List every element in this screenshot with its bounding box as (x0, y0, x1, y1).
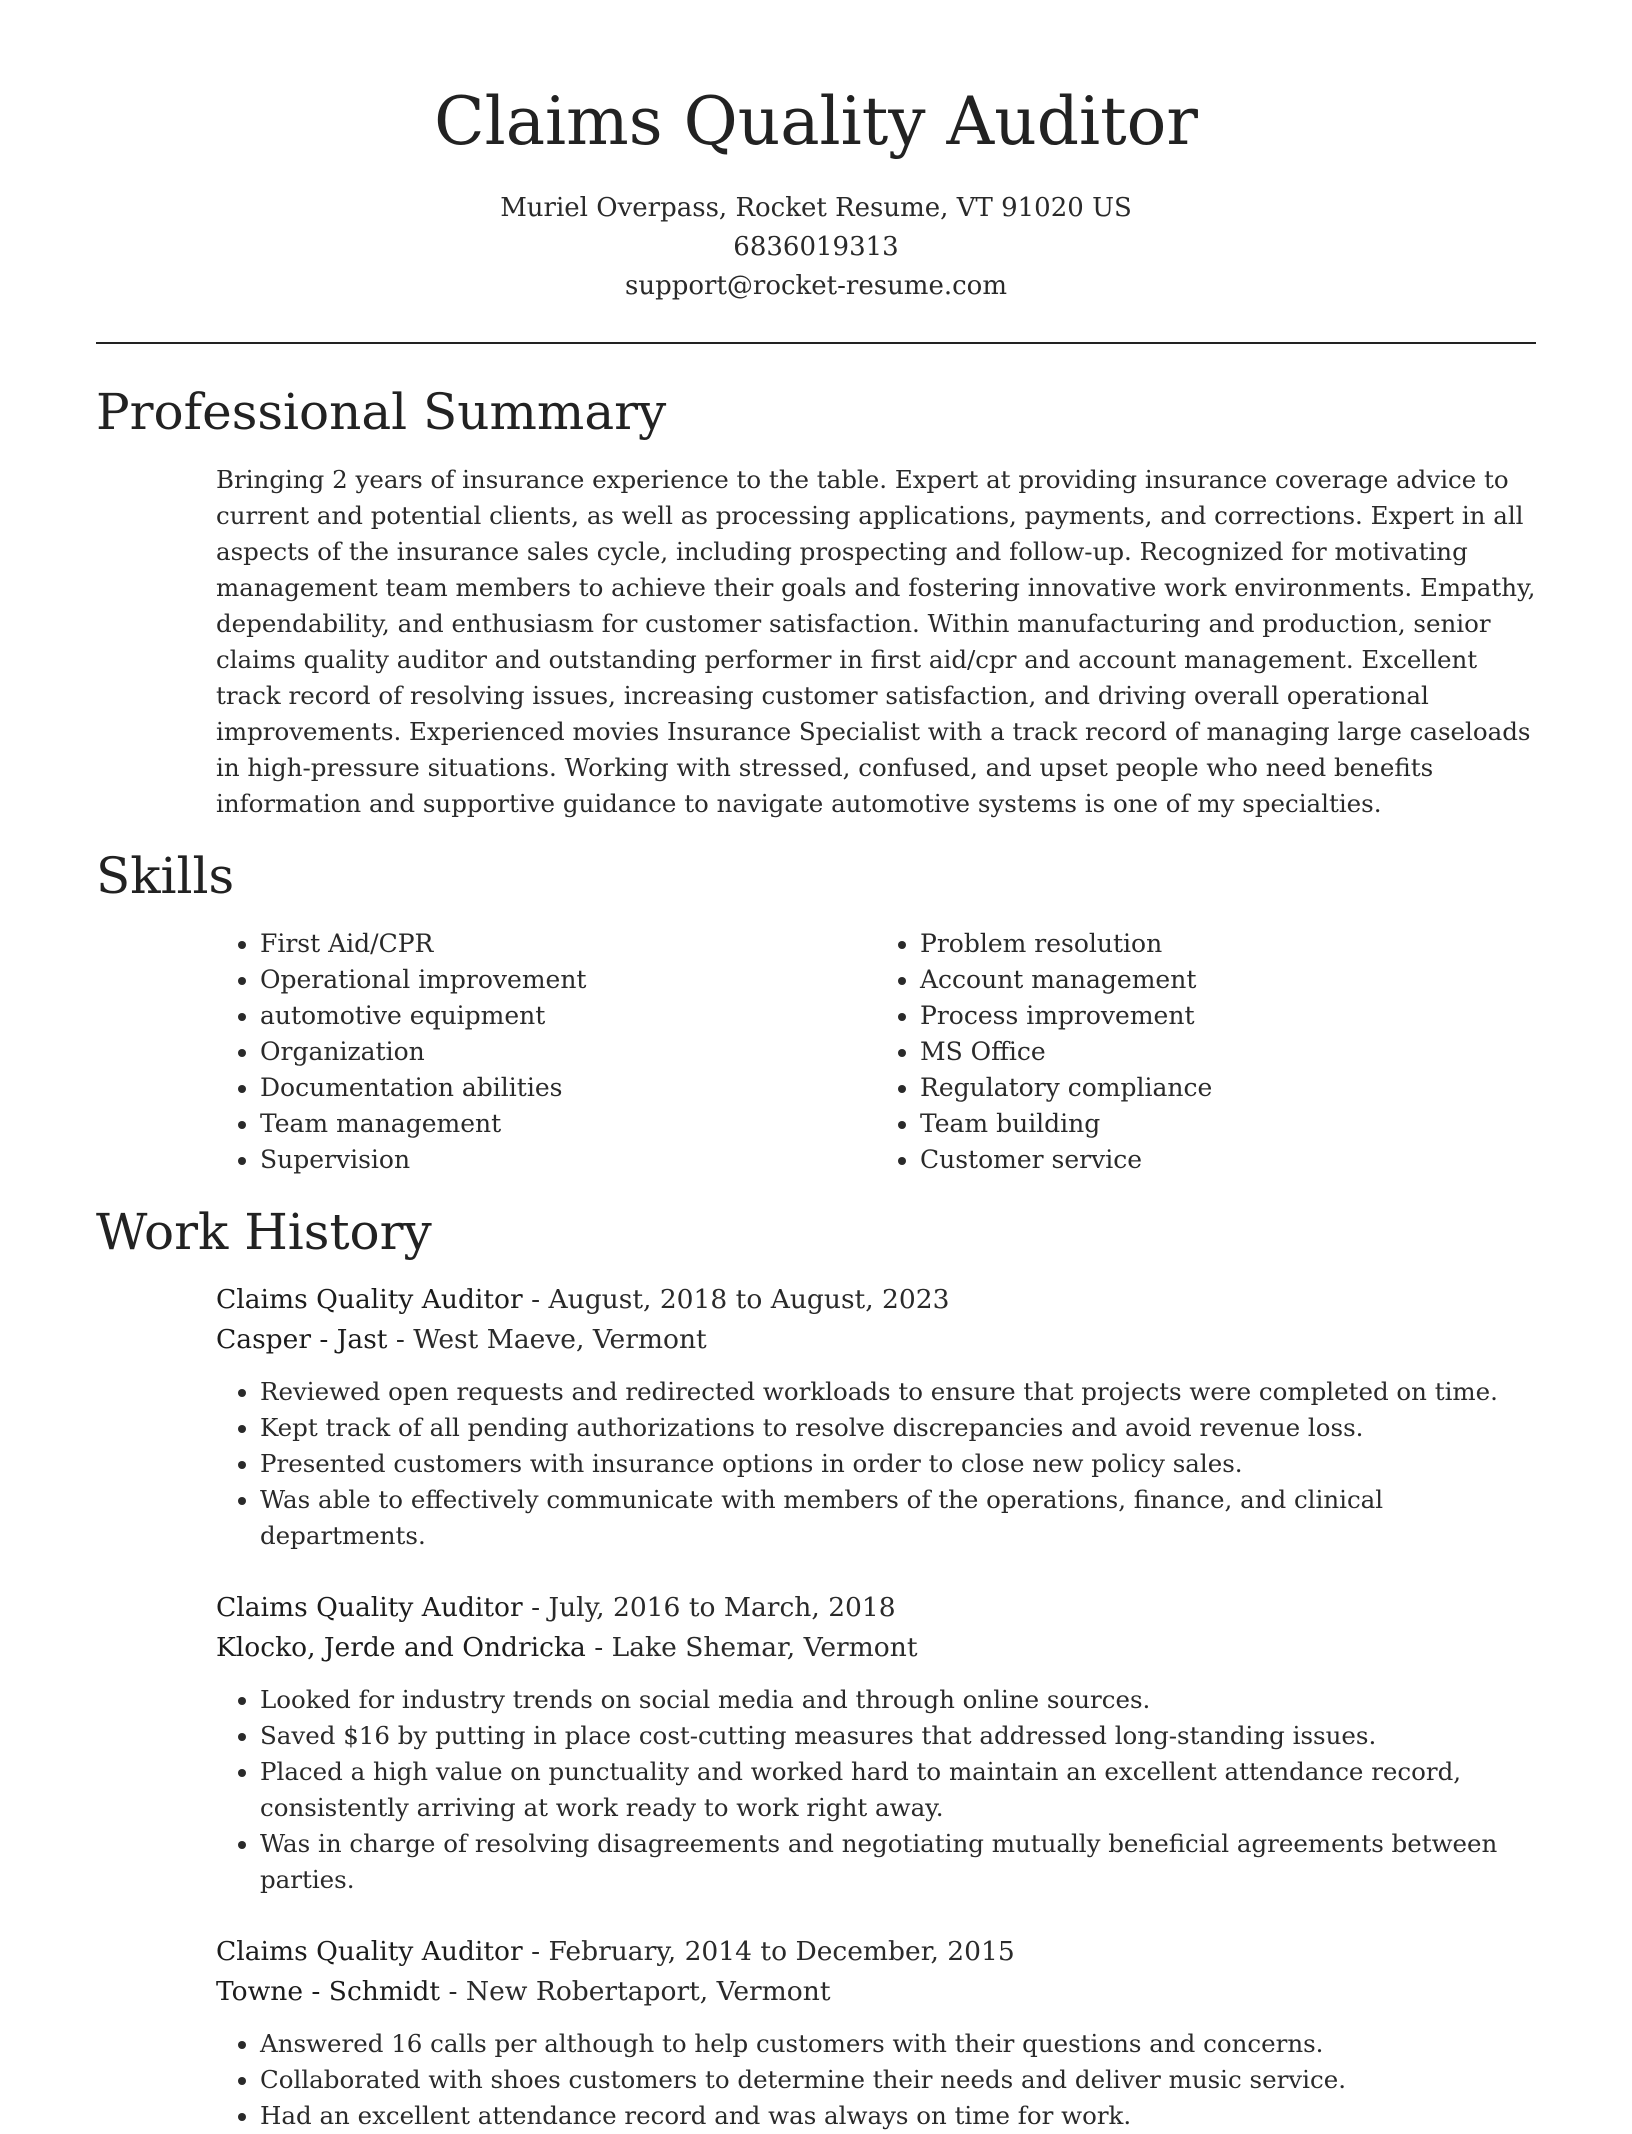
job-bullet: • Kept track of all pending authorizations to resolve discrepancies and avoid revenue loss. (260, 1410, 1536, 1446)
section-heading-work-history: Work History (96, 1202, 432, 1261)
skill-item: • Team building (920, 1106, 1536, 1142)
skill-item: • Regulatory compliance (920, 1070, 1536, 1106)
job-company: Towne - Schmidt (216, 1975, 441, 2007)
skills-column-left (216, 926, 876, 1178)
resume-title: Claims Quality Auditor (434, 83, 1198, 160)
job-title-line (216, 1588, 1536, 1628)
skill-item: • Team management (260, 1106, 876, 1142)
contact-phone: 6836019313 (733, 231, 899, 262)
job-bullet: • Placed a high value on punctuality and worked hard to maintain an excellent attendance record, consistently arriving at work ready to work right away. (260, 1754, 1536, 1826)
skill-item: • MS Office (920, 1034, 1536, 1070)
skill-item: • automotive equipment (260, 998, 876, 1034)
header-divider (96, 342, 1536, 344)
contact-email: support@rocket-resume.com (624, 270, 1007, 301)
job-location: - New Robertaport, Vermont (440, 1975, 831, 2007)
contact-info (96, 189, 1536, 306)
job-bullet: • Looked for industry trends on social media and through online sources. (260, 1682, 1536, 1718)
job-bullets (216, 1682, 1536, 1898)
job-bullet: • Was in charge of resolving disagreements and negotiating mutually beneficial agreements between parties. (260, 1826, 1536, 1898)
job-bullet: • Had an excellent attendance record and was always on time for work. (260, 2098, 1536, 2134)
skills-column-right (876, 926, 1536, 1178)
skill-item: • Process improvement (920, 998, 1536, 1034)
contact-address: Muriel Overpass, Rocket Resume, VT 91020 US (500, 192, 1132, 223)
job-title-line (216, 1932, 1536, 1972)
summary-text: Bringing 2 years of insurance experience to the table. Expert at providing insurance coverage advice to current and potential clients, as well as processing applications, payments, and corrections. Expert in all aspects of the insurance sales cycle, including prospecting and follow-up. Recognized for motivating management team members to achieve their goals and fostering innovative work environments. Empathy, dependability, and enthusiasm for customer satisfaction. Within manufacturing and production, senior claims quality auditor and outstanding performer in first aid/cpr and account management. Excellent track record of resolving issues, increasing customer satisfaction, and driving overall operational improvements. Experienced movies Insurance Specialist with a track record of managing large caseloads in high-pressure situations. Working with stressed, confused, and upset people who need benefits information and supportive guidance to navigate automotive systems is one of my specialties. (216, 464, 1536, 818)
job-entry (216, 1280, 1536, 1554)
skills-list (216, 926, 1536, 1178)
resume-header (96, 0, 1536, 306)
job-entry (216, 1932, 1536, 2134)
job-company-line (216, 1320, 1536, 1360)
skill-item: • Documentation abilities (260, 1070, 876, 1106)
job-entry (216, 1588, 1536, 1898)
job-bullet: • Presented customers with insurance options in order to close new policy sales. (260, 1446, 1536, 1482)
skill-item: • Operational improvement (260, 962, 876, 998)
job-dates: - August, 2018 to August, 2023 (522, 1283, 950, 1315)
job-company: Klocko, Jerde and Ondricka (216, 1631, 586, 1663)
skill-item: • Customer service (920, 1142, 1536, 1178)
skill-item: • Organization (260, 1034, 876, 1070)
skill-item: • Account management (920, 962, 1536, 998)
skill-item: • Supervision (260, 1142, 876, 1178)
job-dates: - July, 2016 to March, 2018 (522, 1591, 896, 1623)
job-bullet: • Collaborated with shoes customers to determine their needs and deliver music service. (260, 2062, 1536, 2098)
job-title-line (216, 1280, 1536, 1320)
job-dates: - February, 2014 to December, 2015 (522, 1935, 1015, 1967)
skill-item: • Problem resolution (920, 926, 1536, 962)
job-bullet: • Answered 16 calls per although to help customers with their questions and concerns. (260, 2026, 1536, 2062)
job-bullet: • Was able to effectively communicate with members of the operations, finance, and clinical departments. (260, 1482, 1536, 1554)
section-heading-skills: Skills (96, 846, 235, 905)
job-title: Claims Quality Auditor (216, 1935, 523, 1967)
job-title: Claims Quality Auditor (216, 1591, 523, 1623)
section-heading-summary: Professional Summary (96, 382, 667, 441)
job-location: - Lake Shemar, Vermont (585, 1631, 918, 1663)
job-bullets (216, 1374, 1536, 1554)
job-bullet: • Reviewed open requests and redirected workloads to ensure that projects were completed on time. (260, 1374, 1536, 1410)
job-company-line (216, 1628, 1536, 1668)
job-location: - West Maeve, Vermont (387, 1323, 707, 1355)
job-bullet: • Saved $16 by putting in place cost-cutting measures that addressed long-standing issues. (260, 1718, 1536, 1754)
skill-item: • First Aid/CPR (260, 926, 876, 962)
job-company-line (216, 1972, 1536, 2012)
job-title: Claims Quality Auditor (216, 1283, 523, 1315)
job-company: Casper - Jast (216, 1323, 388, 1355)
job-bullets (216, 2026, 1536, 2134)
